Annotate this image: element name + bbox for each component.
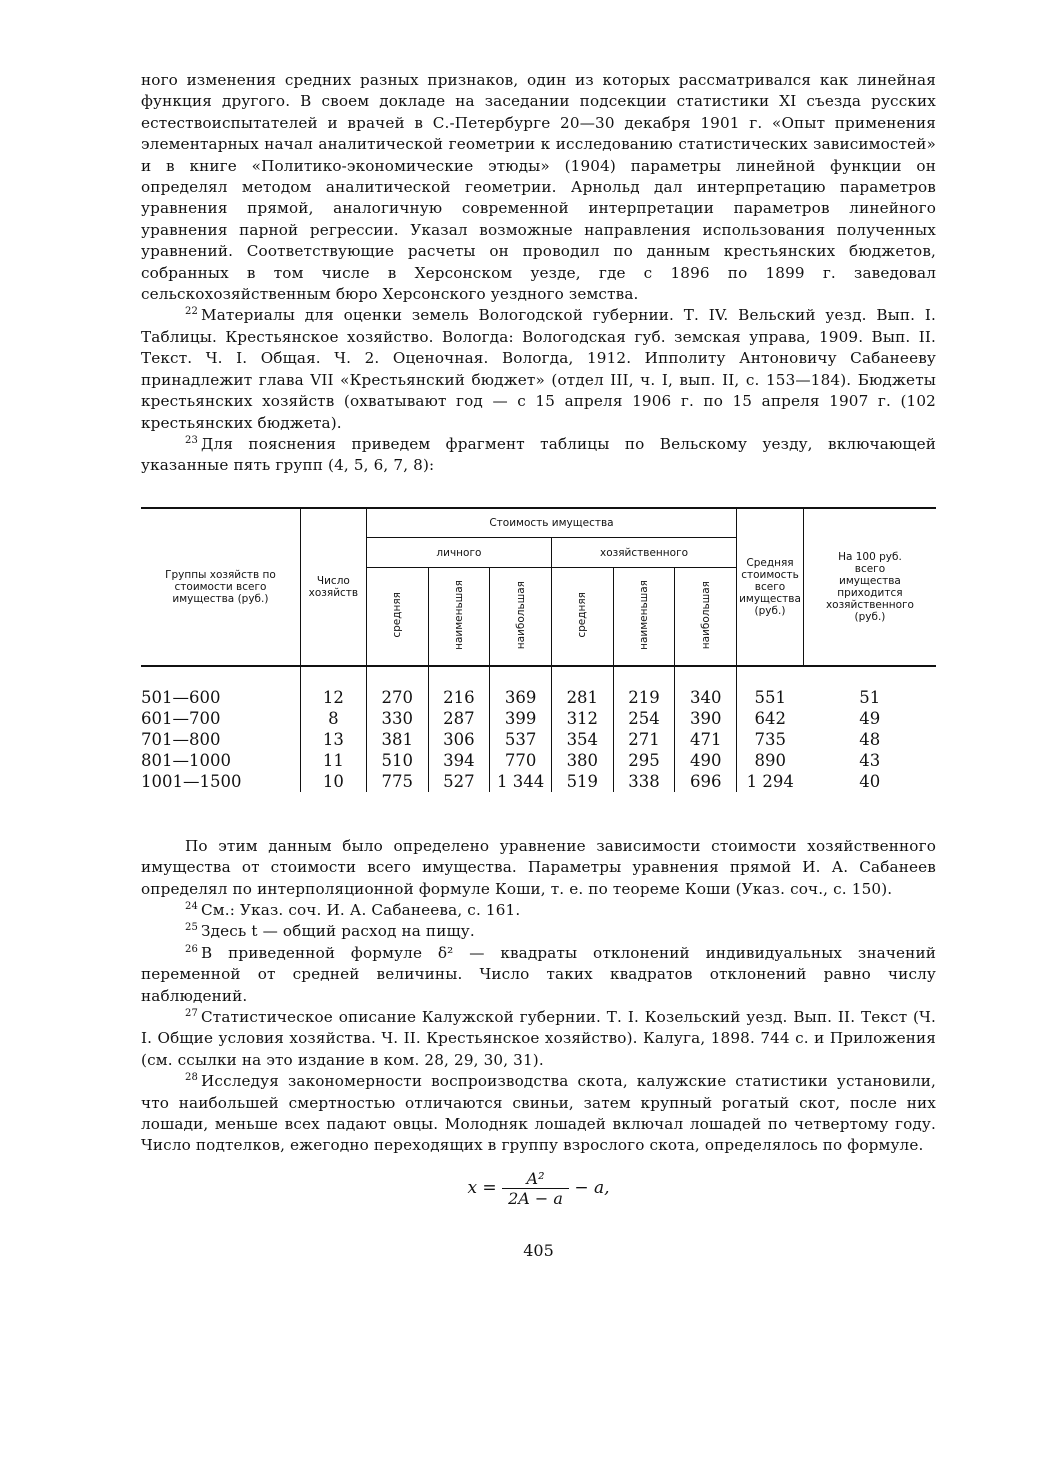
formula: [141, 1169, 936, 1227]
cell-personal-max: 537: [490, 729, 552, 750]
cell-personal-avg: 270: [366, 687, 428, 708]
footnote-22: [141, 305, 936, 433]
header-per100: На 100 руб. всего имущества приходится хозяйственного (руб.): [803, 508, 936, 666]
footnote-24: [141, 900, 936, 921]
table-row: [141, 708, 936, 729]
cell-count: 12: [300, 687, 366, 708]
cell-per100: 43: [859, 750, 881, 770]
cell-per100: 51: [859, 687, 881, 707]
cell-personal-min: 394: [428, 750, 490, 771]
cell-count: 8: [300, 708, 366, 729]
formula-denominator: 2A − a: [508, 1188, 563, 1208]
formula-fraction: [502, 1169, 569, 1208]
cell-avg-total: 642: [737, 708, 804, 729]
header-personal-avg: средняя: [391, 592, 404, 638]
footnote-23: [141, 434, 936, 477]
table-row: [141, 771, 936, 792]
cell-personal-max: 770: [490, 750, 552, 771]
header-count: Число хозяйств: [300, 508, 366, 666]
footnote-number: 23: [185, 434, 199, 446]
cell-per100: 40: [859, 771, 881, 791]
formula-numerator: A²: [502, 1169, 569, 1189]
footnote-number: 24: [185, 900, 199, 912]
cell-group: 1001—1500: [141, 771, 242, 791]
cell-farm-avg: 312: [551, 708, 613, 729]
cell-personal-max: 399: [490, 708, 552, 729]
page-body: [141, 70, 936, 1260]
cell-count: 10: [300, 771, 366, 792]
footnote-number: 26: [185, 943, 199, 955]
footnote-text: Для пояснения приведем фрагмент таблицы по Вельскому уезду, включающей указанные пять групп (4, 5, 6, 7, 8):: [141, 434, 936, 475]
header-personal: личного: [366, 538, 551, 568]
cell-personal-avg: 330: [366, 708, 428, 729]
header-farm-avg: средняя: [576, 592, 589, 638]
cell-personal-avg: 775: [366, 771, 428, 792]
header-avg-total: Средняя стоимость всего имущества (руб.): [737, 508, 804, 666]
footnote-text: См.: Указ. соч. И. А. Сабанеева, с. 161.: [201, 900, 521, 919]
cell-farm-max: 471: [675, 729, 737, 750]
header-personal-min: наименьшая: [452, 580, 465, 650]
cell-count: 13: [300, 729, 366, 750]
table-row: [141, 729, 936, 750]
header-farm-min: наименьшая: [638, 580, 651, 650]
cell-personal-max: 369: [490, 687, 552, 708]
cell-farm-min: 219: [613, 687, 675, 708]
cell-avg-total: 551: [737, 687, 804, 708]
footnote-text: Материалы для оценки земель Вологодской губернии. Т. IV. Вельский уезд. Вып. I. Таблицы. Крестьянское хозяйство. Вологда: Вологодская губ. земская управа, 1909. Вып. II. Текст. Ч. I. Общая. Ч. 2. Оценочная. Вологда, 1912. Ипполиту Антоновичу Сабанееву принадлежит глава VII «Крестьянский бюджет» (отдел III, ч. I, вып. II, с. 153—184). Бюджеты крестьянских хозяйств (охватывают год — с 15 апреля 1906 г. по 15 апреля 1907 г. (102 крестьянских бюджета).: [141, 306, 936, 432]
cell-personal-avg: 510: [366, 750, 428, 771]
budget-table-wrapper: [141, 507, 936, 792]
cell-group: 501—600: [141, 687, 221, 707]
footnote-text: Исследуя закономерности воспроизводства скота, калужские статистики установили, что наибольшей смертностью отличаются свиньи, затем крупный рогатый скот, после них лошади, меньше всех падают овцы. Молодняк лошадей включал лошадей по четвертому году. Число подтелков, ежегодно переходящих в группу взрослого скота, определялось по формуле.: [141, 1072, 936, 1155]
cell-avg-total: 890: [737, 750, 804, 771]
cell-farm-min: 254: [613, 708, 675, 729]
footnote-number: 28: [185, 1072, 199, 1084]
cell-per100: 49: [859, 708, 881, 728]
footnote-28: [141, 1071, 936, 1157]
footnote-text: Здесь t — общий расход на пищу.: [201, 922, 475, 941]
table-row: [141, 750, 936, 771]
footnote-number: 22: [185, 306, 199, 318]
cell-group: 701—800: [141, 729, 221, 749]
footnote-26: [141, 943, 936, 1007]
header-groups: Группы хозяйств по стоимости всего имущества (руб.): [141, 508, 300, 666]
page-number: 405: [523, 1240, 554, 1260]
cell-avg-total: 1 294: [737, 771, 804, 792]
cell-farm-max: 490: [675, 750, 737, 771]
cell-group: 601—700: [141, 708, 221, 728]
cell-group: 801—1000: [141, 750, 231, 770]
footnote-25: [141, 921, 936, 942]
cell-personal-min: 216: [428, 687, 490, 708]
cell-farm-avg: 519: [551, 771, 613, 792]
cell-personal-min: 527: [428, 771, 490, 792]
header-farm-max: наибольшая: [699, 580, 712, 650]
cell-farm-max: 340: [675, 687, 737, 708]
cell-farm-avg: 354: [551, 729, 613, 750]
paragraph-continuation: ного изменения средних разных признаков, один из которых рассматривался как линейная функция другого. В своем докладе на заседании подсекции статистики XI съезда русских естествоиспытателей и врачей в С.-Петербурге 20—30 декабря 1901 г. «Опыт применения элементарных начал аналитической геометрии к исследованию статистических зависимостей» и в книге «Политико-экономические этюды» (1904) параметры линейной функции он определял методом аналитической геометрии. Арнольд дал интерпретацию параметров уравнения прямой, аналогичную современной интерпретации параметров линейного уравнения парной регрессии. Указал возможные направления использования полученных уравнений. Соответствующие расчеты он проводил по данным крестьянских бюджетов, собранных в том числе в Херсонском уезде, где с 1896 по 1899 г. заведовал сельскохозяйственным бюро Херсонского уездного земства.: [141, 71, 936, 304]
budget-table: [141, 507, 936, 792]
footnote-27: [141, 1007, 936, 1071]
footnote-number: 27: [185, 1007, 199, 1019]
footnote-text: Статистическое описание Калужской губернии. Т. I. Козельский уезд. Вып. II. Текст (Ч. I. Общие условия хозяйства. Ч. II. Крестьянское хозяйство). Калуга, 1898. 744 с. и Приложения (см. ссылки на это издание в ком. 28, 29, 30, 31).: [141, 1007, 936, 1069]
footnote-text: В приведенной формуле δ² — квадраты отклонений индивидуальных значений переменной от средней величины. Число таких квадратов отклонений равно числу наблюдений.: [141, 943, 936, 1005]
cell-per100: 48: [859, 729, 881, 749]
formula-lhs: x =: [467, 1177, 497, 1198]
cell-farm-min: 271: [613, 729, 675, 750]
cell-personal-max: 1 344: [490, 771, 552, 792]
cell-farm-avg: 281: [551, 687, 613, 708]
cell-farm-max: 696: [675, 771, 737, 792]
cell-farm-min: 295: [613, 750, 675, 771]
cell-farm-avg: 380: [551, 750, 613, 771]
header-personal-max: наибольшая: [514, 580, 527, 650]
paragraph-after-table: По этим данным было определено уравнение зависимости стоимости хозяйственного имущества от стоимости всего имущества. Параметры уравнения прямой И. А. Сабанеев определял по интерполяционной формуле Коши, т. е. по теореме Коши (Указ. соч., с. 150).: [141, 836, 936, 898]
table-row: [141, 687, 936, 708]
footnote-number: 25: [185, 922, 199, 934]
cell-farm-min: 338: [613, 771, 675, 792]
cell-count: 11: [300, 750, 366, 771]
cell-farm-max: 390: [675, 708, 737, 729]
formula-tail: − a,: [574, 1177, 610, 1198]
header-farm: хозяйственного: [551, 538, 736, 568]
cell-personal-min: 287: [428, 708, 490, 729]
cell-avg-total: 735: [737, 729, 804, 750]
cell-personal-min: 306: [428, 729, 490, 750]
cell-personal-avg: 381: [366, 729, 428, 750]
header-value: Стоимость имущества: [366, 508, 736, 538]
